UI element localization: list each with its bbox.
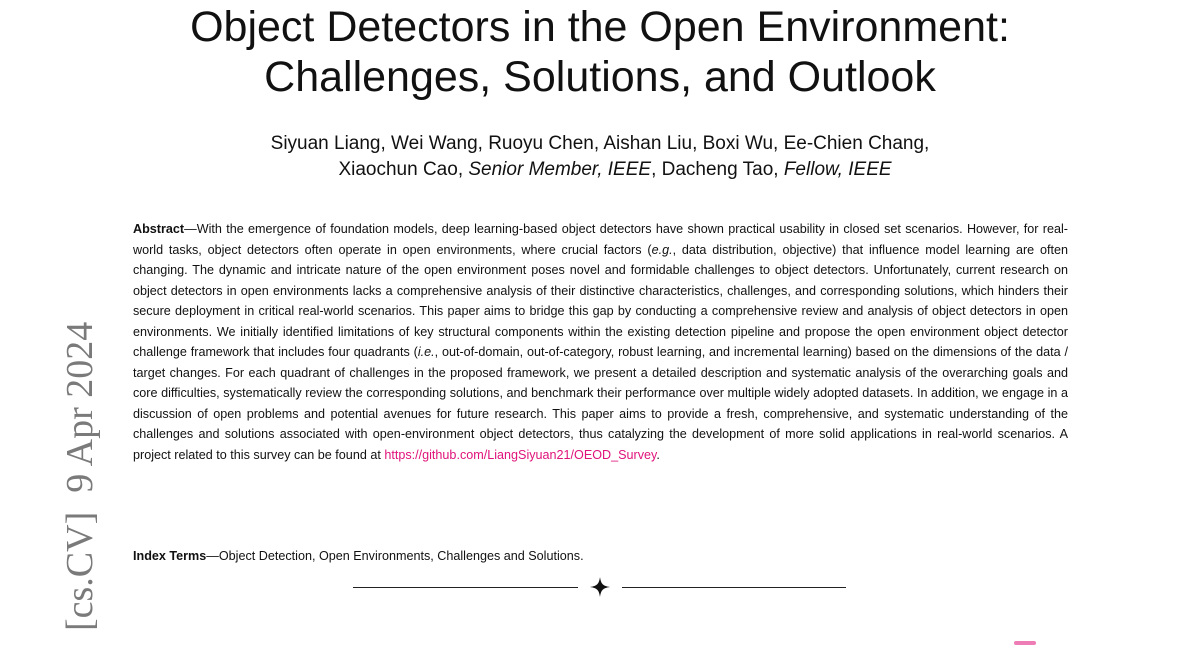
abstract-end: .	[656, 447, 660, 462]
affiliation-cao: Senior Member, IEEE	[468, 159, 652, 180]
author-tao: , Dacheng Tao,	[651, 159, 784, 180]
four-point-star-icon	[589, 576, 611, 598]
arxiv-stamp: [cs.CV] 9 Apr 2024	[59, 321, 101, 631]
abstract-text-3: , out-of-domain, out-of-category, robust learning, and incremental learning) based on the dimensions of the data / target changes. For each quadrant of challenges in the proposed framework, we present a detailed description and systematic analysis of the overarching goals and core difficulties, systematically review the corresponding solutions, and benchmark their performance over multiple widely adopted datasets. In addition, we engage in a discussion of open problems and potential avenues for future research. This paper aims to provide a fresh, comprehensive, and systematic understanding of the challenges and solutions associated with open-environment object detectors, thus catalyzing the development of more solid applications in real-world scenarios. A project related to this survey can be found at	[133, 345, 1069, 462]
footnote-mark	[1014, 641, 1036, 645]
index-terms-text: —Object Detection, Open Environments, Challenges and Solutions.	[206, 549, 584, 563]
separator-line-left	[353, 587, 578, 588]
separator-line-right	[622, 587, 846, 588]
title-line-2: Challenges, Solutions, and Outlook	[264, 53, 936, 101]
abstract-text-1: —With the emergence of foundation models, deep learning-based object detectors have shown practical usability in closed set scenarios. However, for real-world tasks, object detectors often operate in open environments, where crucial factors (	[133, 222, 1068, 257]
author-list	[0, 131, 1200, 183]
abstract-eg: e.g.	[651, 242, 673, 257]
title-line-1: Object Detectors in the Open Environment:	[190, 3, 1010, 51]
abstract-label: Abstract	[133, 222, 185, 236]
affiliation-tao: Fellow, IEEE	[783, 159, 892, 180]
project-link[interactable]: https://github.com/LiangSiyuan21/OEOD_Survey	[384, 447, 657, 462]
abstract-ie: i.e.	[417, 345, 435, 359]
abstract-text-2: , data distribution, objective) that influence model learning are often changing. The dynamic and intricate nature of the open environment poses novel and formidable challenges to object detectors. Unfortunately, current research on object detectors in open environments lacks a comprehensive analysis of their distinctive characteristics, challenges, and corresponding solutions, which hinders their secure deployment in critical real-world scenarios. This paper aims to bridge this gap by conducting a comprehensive review and analysis of object detectors in open environments. We initially identified limitations of key structural components within the existing detection pipeline and propose the open environment object detector challenge framework that includes four quadrants (	[133, 242, 1069, 359]
author-cao: Xiaochun Cao,	[338, 159, 469, 180]
abstract	[133, 219, 1068, 465]
index-terms	[133, 546, 1068, 566]
authors-line-2	[0, 157, 1200, 183]
paper-title	[0, 2, 1200, 102]
authors-line-1: Siyuan Liang, Wei Wang, Ruoyu Chen, Aishan Liu, Boxi Wu, Ee-Chien Chang,	[270, 133, 930, 154]
index-terms-label: Index Terms	[133, 549, 207, 563]
